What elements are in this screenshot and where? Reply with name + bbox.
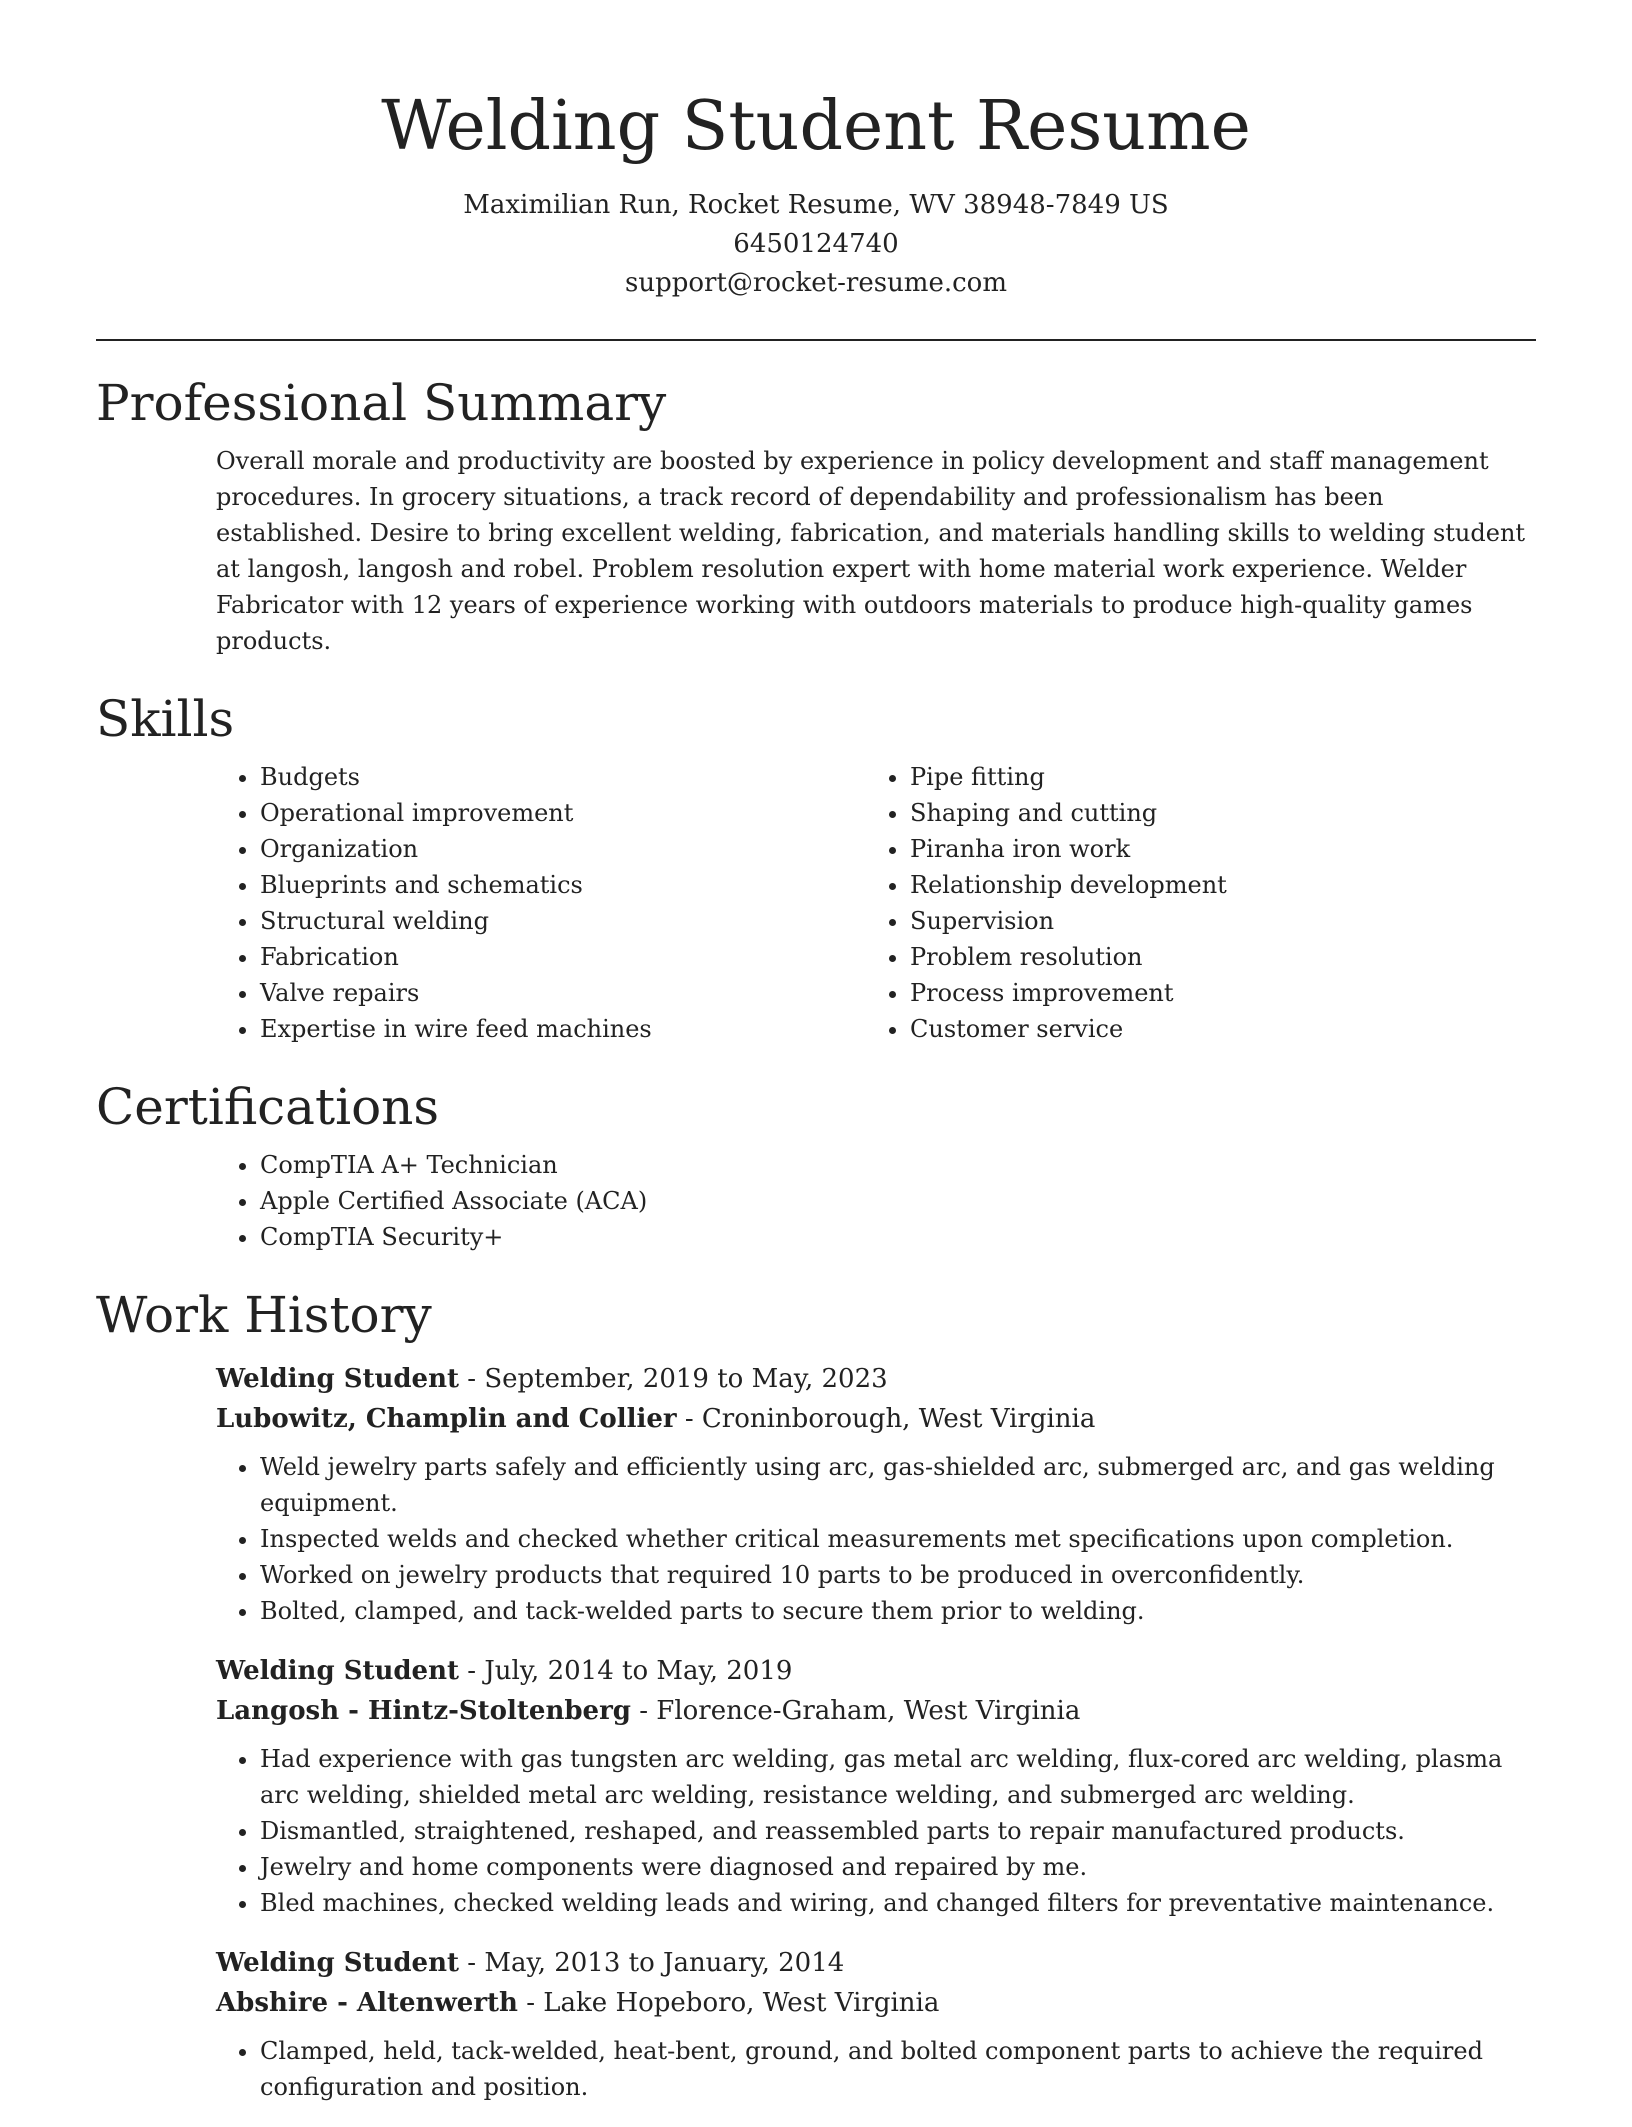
job-dates: - September, 2019 to May, 2023 <box>459 1364 888 1394</box>
skill-item: • Customer service <box>910 1011 1516 1047</box>
job-company: Lubowitz, Champlin and Collier <box>216 1404 677 1434</box>
job-bullet: • Clamped, held, tack-welded, heat-bent, ground, and bolted component parts to achieve the required configuration and position. <box>260 2033 1536 2105</box>
job-location: - Croninborough, West Virginia <box>676 1404 1096 1434</box>
skill-item: • Shaping and cutting <box>910 795 1516 831</box>
summary-heading: Professional Summary <box>96 374 667 432</box>
work-history-heading: Work History <box>96 1286 432 1344</box>
job-location: - Florence-Graham, West Virginia <box>630 1696 1081 1726</box>
job-bullet: • Inspected welds and checked whether critical measurements met specifications upon completion. <box>260 1521 1536 1557</box>
job-entry <box>216 1359 1536 1629</box>
job-company-line <box>216 1399 1536 1439</box>
job-location: - Lake Hopeboro, West Virginia <box>517 1988 940 2018</box>
job-title-line <box>216 1651 1536 1691</box>
summary-text: Overall morale and productivity are boosted by experience in policy development and staff management procedures. In grocery situations, a track record of dependability and professionalism has been established. Desire to bring excellent welding, fabrication, and materials handling skills to welding student at langosh, langosh and robel. Problem resolution expert with home material work experience. Welder Fabricator with 12 years of experience working with outdoors materials to produce high-quality games products. <box>216 447 1526 655</box>
job-entry <box>216 1651 1536 1921</box>
skills-section <box>96 687 1536 1047</box>
job-dates: - July, 2014 to May, 2019 <box>459 1656 793 1686</box>
job-dates: - May, 2013 to January, 2014 <box>459 1948 845 1978</box>
header-divider <box>96 339 1536 341</box>
skills-column-right <box>866 759 1516 1047</box>
resume-header <box>96 0 1536 303</box>
certifications-section <box>96 1075 1536 1255</box>
email: support@rocket-resume.com <box>624 268 1007 298</box>
skill-item: • Supervision <box>910 903 1516 939</box>
skill-item: • Organization <box>260 831 866 867</box>
job-title-line <box>216 1943 1536 1983</box>
job-company: Langosh - Hintz-Stoltenberg <box>216 1696 631 1726</box>
skills-list <box>216 759 1536 1047</box>
job-title: Welding Student <box>216 1364 460 1394</box>
certifications-list <box>216 1147 1536 1255</box>
job-title: Welding Student <box>216 1948 460 1978</box>
skill-item: • Operational improvement <box>260 795 866 831</box>
job-bullet: • Weld jewelry parts safely and efficiently using arc, gas-shielded arc, submerged arc, and gas welding equipment. <box>260 1449 1536 1521</box>
address: Maximilian Run, Rocket Resume, WV 38948-7849 US <box>463 190 1169 220</box>
job-bullet: • Bolted, clamped, and tack-welded parts to secure them prior to welding. <box>260 1593 1536 1629</box>
phone: 6450124740 <box>733 229 899 259</box>
work-history-list <box>216 1359 1536 2105</box>
job-bullet: • Dismantled, straightened, reshaped, and reassembled parts to repair manufactured products. <box>260 1813 1536 1849</box>
resume-page <box>96 0 1536 2127</box>
skill-item: • Structural welding <box>260 903 866 939</box>
job-entry <box>216 1943 1536 2105</box>
job-title: Welding Student <box>216 1656 460 1686</box>
job-company-line <box>216 1691 1536 1731</box>
job-bullet: • Bled machines, checked welding leads and wiring, and changed filters for preventative maintenance. <box>260 1885 1536 1921</box>
skill-item: • Blueprints and schematics <box>260 867 866 903</box>
work-history-section <box>96 1283 1536 2105</box>
job-bullet: • Had experience with gas tungsten arc welding, gas metal arc welding, flux-cored arc welding, plasma arc welding, shielded metal arc welding, resistance welding, and submerged arc welding. <box>260 1741 1536 1813</box>
certification-item: • CompTIA A+ Technician <box>260 1147 1536 1183</box>
skill-item: • Problem resolution <box>910 939 1516 975</box>
skills-heading: Skills <box>96 690 235 748</box>
job-company-line <box>216 1983 1536 2023</box>
job-bullet: • Worked on jewelry products that required 10 parts to be produced in overconfidently. <box>260 1557 1536 1593</box>
skill-item: • Expertise in wire feed machines <box>260 1011 866 1047</box>
certification-item: • Apple Certified Associate (ACA) <box>260 1183 1536 1219</box>
job-bullet: • Jewelry and home components were diagnosed and repaired by me. <box>260 1849 1536 1885</box>
skill-item: • Relationship development <box>910 867 1516 903</box>
job-company: Abshire - Altenwerth <box>216 1988 518 2018</box>
contact-block <box>96 186 1536 303</box>
certifications-heading: Certifications <box>96 1078 440 1136</box>
job-title-line <box>216 1359 1536 1399</box>
job-bullet-list <box>216 1741 1536 1921</box>
skill-item: • Piranha iron work <box>910 831 1516 867</box>
job-bullet-list <box>216 2033 1536 2105</box>
resume-title: Welding Student Resume <box>381 87 1251 166</box>
summary-section <box>96 371 1536 659</box>
certification-item: • CompTIA Security+ <box>260 1219 1536 1255</box>
skill-item: • Valve repairs <box>260 975 866 1011</box>
skill-item: • Process improvement <box>910 975 1516 1011</box>
skills-column-left <box>216 759 866 1047</box>
skill-item: • Budgets <box>260 759 866 795</box>
skill-item: • Fabrication <box>260 939 866 975</box>
skill-item: • Pipe fitting <box>910 759 1516 795</box>
job-bullet-list <box>216 1449 1536 1629</box>
